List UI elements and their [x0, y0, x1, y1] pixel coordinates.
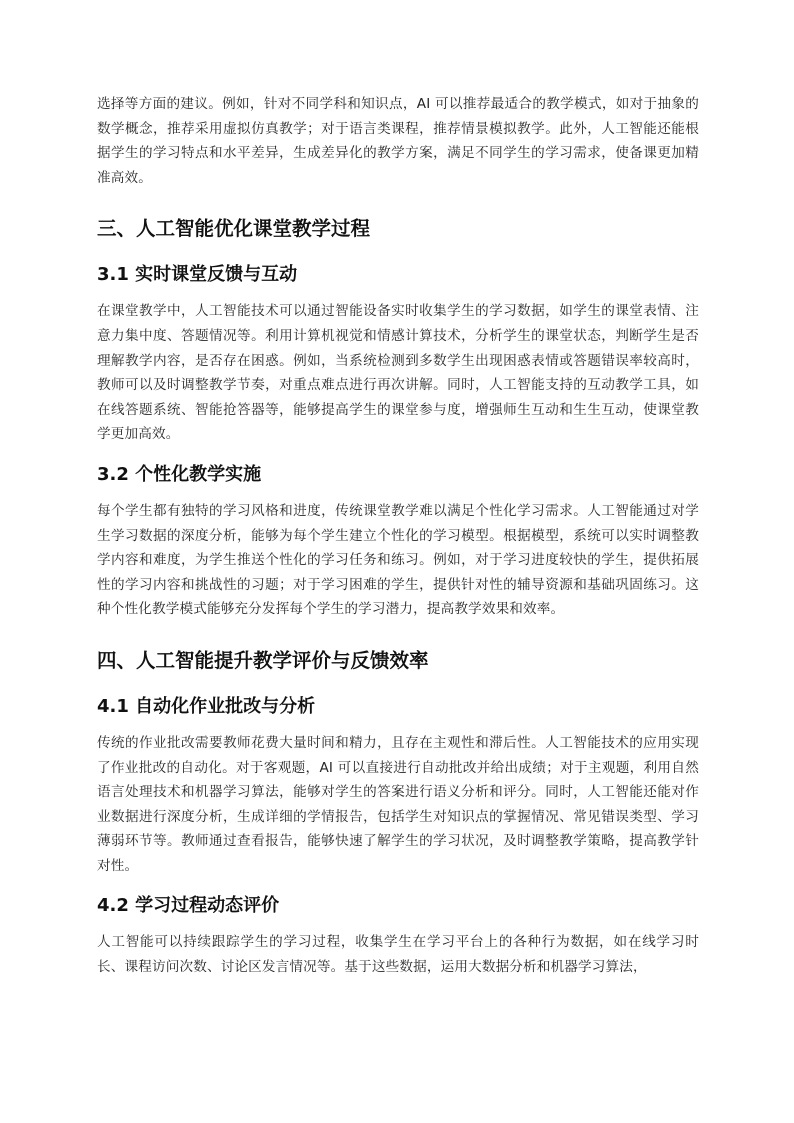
subsection-3-1-paragraph: 在课堂教学中，人工智能技术可以通过智能设备实时收集学生的学习数据，如学生的课堂表情、注意力集中度、答题情况等。利用计算机视觉和情感计算技术，分析学生的课堂状态，判断学生是否理解教学内容，是否存在困惑。例如，当系统检测到多数学生出现困惑表情或答题错误率较高时，教师可以及时调整教学节奏，对重点难点进行再次讲解。同时，人工智能支持的互动教学工具，如在线答题系统、智能抢答器等，能够提高学生的课堂参与度，增强师生互动和生生互动，使课堂教学更加高效。 — [97, 303, 699, 443]
subsection-4-2-paragraph: 人工智能可以持续跟踪学生的学习过程，收集学生在学习平台上的各种行为数据，如在线学习时长、课程访问次数、讨论区发言情况等。基于这些数据，运用大数据分析和机器学习算法， — [97, 934, 699, 976]
section-4-heading: 四、人工智能提升教学评价与反馈效率 — [97, 648, 429, 672]
subsection-3-2-paragraph: 每个学生都有独特的学习风格和进度，传统课堂教学难以满足个性化学习需求。人工智能通过对学生学习数据的深度分析，能够为每个学生建立个性化的学习模型。根据模型，系统可以实时调整教学内容和难度，为学生推送个性化的学习任务和练习。例如，对于学习进度较快的学生，提供拓展性的学习内容和挑战性的习题；对于学习困难的学生，提供针对性的辅导资源和基础巩固练习。这种个性化教学模式能够充分发挥每个学生的学习潜力，提高教学效果和效率。 — [97, 502, 699, 618]
subsection-3-2-heading: 3.2 个性化教学实施 — [97, 463, 262, 485]
document-page — [97, 92, 699, 980]
subsection-3-1-heading: 3.1 实时课堂反馈与互动 — [97, 264, 298, 286]
subsection-4-1-paragraph: 传统的作业批改需要教师花费大量时间和精力，且存在主观性和滞后性。人工智能技术的应用实现了作业批改的自动化。对于客观题，AI 可以直接进行自动批改并给出成绩；对于主观题，利用自然语言处理技术和机器学习算法，能够对学生的答案进行语义分析和评分。同时，人工智能还能对作业数据进行深度分析，生成详细的学情报告，包括学生对知识点的掌握情况、常见错误类型、学习薄弱环节等。教师通过查看报告，能够快速了解学生的学习状况，及时调整教学策略，提高教学针对性。 — [97, 734, 699, 874]
subsection-4-2-heading: 4.2 学习过程动态评价 — [97, 895, 280, 917]
intro-paragraph: 选择等方面的建议。例如，针对不同学科和知识点，AI 可以推荐最适合的教学模式，如对于抽象的数学概念，推荐采用虚拟仿真教学；对于语言类课程，推荐情景模拟教学。此外，人工智能还能根据学生的学习特点和水平差异，生成差异化的教学方案，满足不同学生的学习需求，使备课更加精准高效。 — [97, 96, 699, 186]
subsection-4-1-heading: 4.1 自动化作业批改与分析 — [97, 695, 316, 717]
section-3-heading: 三、人工智能优化课堂教学过程 — [97, 217, 371, 241]
